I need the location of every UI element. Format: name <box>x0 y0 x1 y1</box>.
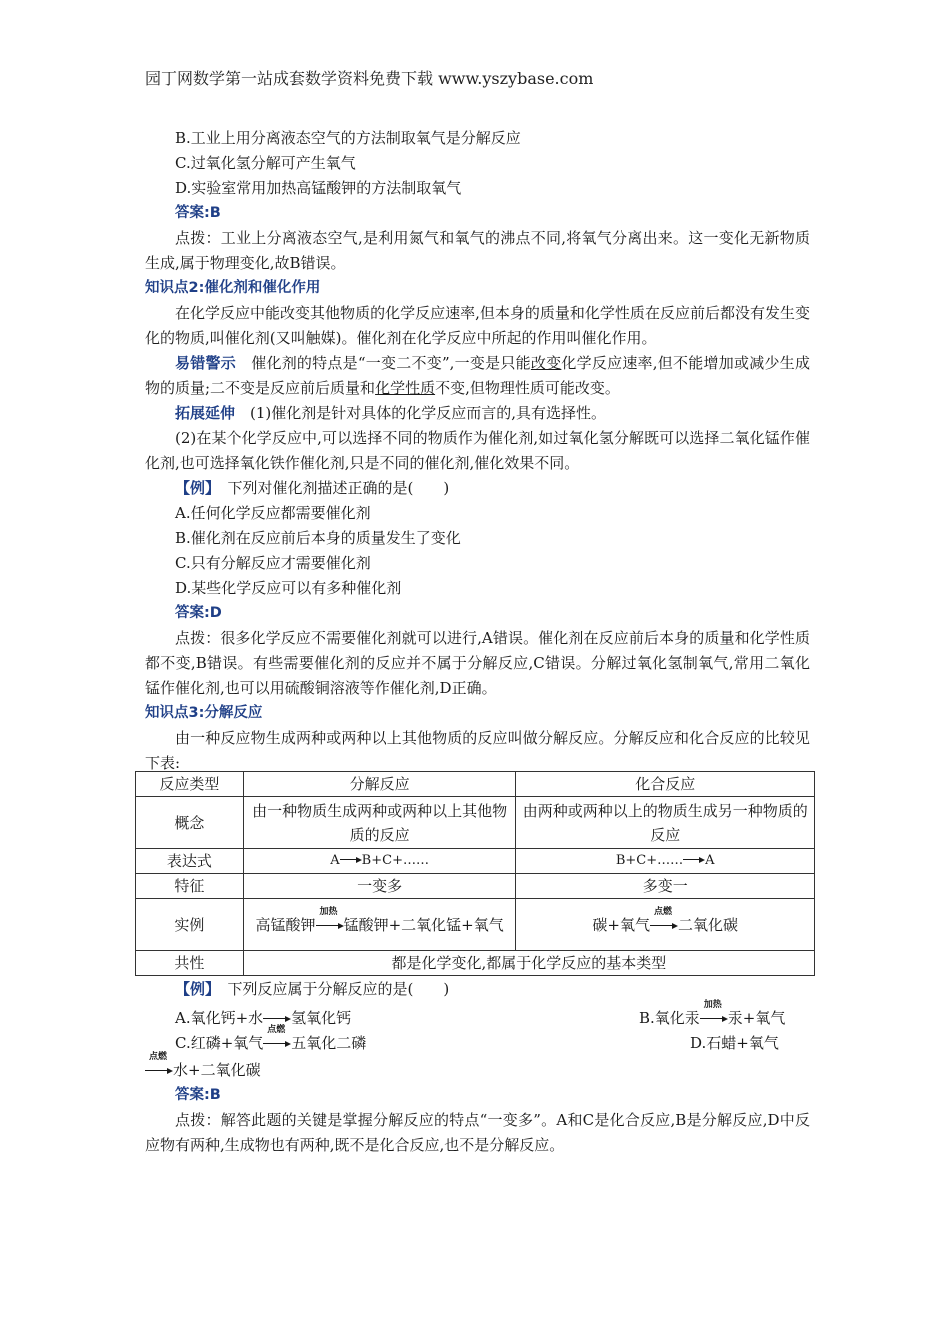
hint-1: 点拨：工业上分离液态空气,是利用氮气和氧气的沸点不同,将氧气分离出来。这一变化无新物质生成,属于物理变化,故B错误。 <box>145 229 810 272</box>
underline-chem-property: 化学性质 <box>375 379 436 397</box>
kp2-ext-2: (2)在某个化学反应中,可以选择不同的物质作为催化剂,如过氧化氢分解既可以选择二氧化锰作催化剂,也可选择氧化铁作催化剂,只是不同的催化剂,催化效果不同。 <box>145 429 810 472</box>
ex2-option-c: C.红磷+氧气 点燃 五氧化二磷 <box>175 1025 367 1052</box>
table-cell: 由一种物质生成两种或两种以上其他物质的反应 <box>243 797 516 849</box>
table-cell: 高锰酸钾 加热 锰酸钾+二氧化锰+氧气 <box>243 899 516 951</box>
example-2-question: 【例】 下列反应属于分解反应的是( ) <box>175 980 450 998</box>
ex1-option-a: A.任何化学反应都需要催化剂 <box>175 504 371 522</box>
arrow-icon <box>683 852 705 864</box>
table-cell: 实例 <box>136 899 244 951</box>
ex1-option-c: C.只有分解反应才需要催化剂 <box>175 554 371 572</box>
table-cell: 一变多 <box>243 874 516 899</box>
kp2-ext-1: 拓展延伸 (1)催化剂是针对具体的化学反应而言的,具有选择性。 <box>175 404 607 422</box>
arrow-icon <box>340 852 362 864</box>
warning-label: 易错警示 <box>175 354 236 372</box>
table-row <box>136 951 815 976</box>
arrow-icon: 点燃 <box>650 918 678 930</box>
table-cell: 都是化学变化,都属于化学反应的基本类型 <box>243 951 814 976</box>
example-2-section <box>145 977 810 1158</box>
table-cell: A B+C+…… <box>243 849 516 874</box>
ex2-row-ab <box>145 1000 810 1031</box>
option-b: B.工业上用分离液态空气的方法制取氧气是分解反应 <box>175 129 521 147</box>
ex2-option-a: A.氧化钙+水 氢氧化钙 <box>175 1009 352 1027</box>
kp3-definition: 由一种反应物生成两种或两种以上其他物质的反应叫做分解反应。分解反应和化合反应的比较见下表: <box>145 729 810 772</box>
document-body <box>145 126 810 776</box>
ex1-option-b: B.催化剂在反应前后本身的质量发生了变化 <box>175 529 461 547</box>
table-row <box>136 899 815 951</box>
table-row <box>136 772 815 797</box>
option-d: D.实验室常用加热高锰酸钾的方法制取氧气 <box>175 179 462 197</box>
hint-3: 点拨：解答此题的关键是掌握分解反应的特点“一变多”。A和C是化合反应,B是分解反应,D中反应物有两种,生成物也有两种,既不是化合反应,也不是分解反应。 <box>145 1111 810 1154</box>
table-header-cell: 反应类型 <box>136 772 244 797</box>
ex1-option-d: D.某些化学反应可以有多种催化剂 <box>175 579 402 597</box>
option-c: C.过氧化氢分解可产生氧气 <box>175 154 356 172</box>
table-cell: B+C+…… A <box>516 849 815 874</box>
table-cell: 碳+氧气 点燃 二氧化碳 <box>516 899 815 951</box>
table-cell: 多变一 <box>516 874 815 899</box>
answer-3: 答案:B <box>175 1087 221 1103</box>
example-1-question: 【例】 下列对催化剂描述正确的是( ) <box>175 479 450 497</box>
kp2-title: 知识点2:催化剂和催化作用 <box>145 280 321 296</box>
table-header-cell: 分解反应 <box>243 772 516 797</box>
kp3-title: 知识点3:分解反应 <box>145 705 263 721</box>
ex2-row-cd <box>145 1025 810 1056</box>
table-cell: 概念 <box>136 797 244 849</box>
table-cell: 由两种或两种以上的物质生成另一种物质的反应 <box>516 797 815 849</box>
ext-label: 拓展延伸 <box>175 404 236 422</box>
arrow-icon: 加热 <box>700 1011 728 1023</box>
comparison-table <box>135 771 815 976</box>
arrow-icon: 点燃 <box>145 1063 173 1075</box>
example-label: 【例】 <box>175 479 213 497</box>
underline-change: 改变 <box>530 354 562 372</box>
ex2-option-b: B.氧化汞 加热 汞+氧气 <box>639 1000 786 1027</box>
table-cell: 表达式 <box>136 849 244 874</box>
kp2-warning: 易错警示 催化剂的特点是“一变二不变”,一变是只能改变化学反应速率,但不能增加或减少生成物的质量;二不变是反应前后质量和化学性质不变,但物理性质可能改变。 <box>145 354 810 397</box>
table-cell: 特征 <box>136 874 244 899</box>
answer-1: 答案:B <box>175 205 221 221</box>
example-label: 【例】 <box>175 980 213 998</box>
arrow-icon <box>263 1011 291 1023</box>
ex2-option-d-left: D.石蜡+氧气 <box>690 1034 779 1052</box>
table-cell: 共性 <box>136 951 244 976</box>
hint-2: 点拨：很多化学反应不需要催化剂就可以进行,A错误。催化剂在反应前后本身的质量和化学性质都不变,B错误。有些需要催化剂的反应并不属于分解反应,C错误。分解过氧化氢制氧气,常用二氧化锰作催化剂,也可以用硫酸铜溶液等作催化剂,D正确。 <box>145 629 810 697</box>
kp2-definition: 在化学反应中能改变其他物质的化学反应速率,但本身的质量和化学性质在反应前后都没有发生变化的物质,叫催化剂(又叫触媒)。催化剂在化学反应中所起的作用叫催化作用。 <box>145 304 810 347</box>
table-row <box>136 849 815 874</box>
page-header: 园丁网数学第一站成套数学资料免费下载 www.yszybase.com <box>145 69 594 88</box>
arrow-icon: 加热 <box>316 918 344 930</box>
table-row <box>136 874 815 899</box>
answer-2: 答案:D <box>175 605 222 621</box>
table-header-cell: 化合反应 <box>516 772 815 797</box>
table-row <box>136 797 815 849</box>
ex2-option-d-cont: 点燃 水+二氧化碳 <box>145 1058 810 1083</box>
arrow-icon: 点燃 <box>263 1036 291 1048</box>
